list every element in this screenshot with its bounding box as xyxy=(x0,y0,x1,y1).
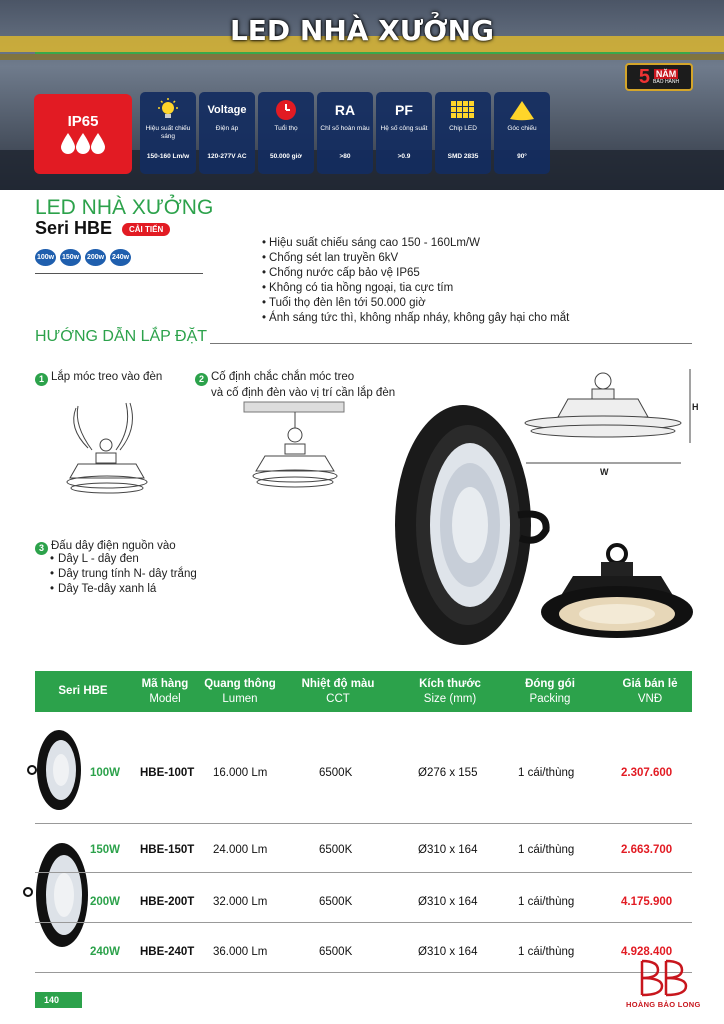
ip-label: IP65 xyxy=(67,112,99,130)
spec-label: Góc chiếu xyxy=(507,125,537,132)
lightbulb-icon xyxy=(155,97,181,123)
spec-value: 90° xyxy=(517,153,527,160)
header-size: Kích thước Size (mm) xyxy=(419,678,481,705)
dimension-drawing xyxy=(518,365,708,480)
page-number: 140 xyxy=(35,992,82,1008)
ufo-highbay-angled-image xyxy=(535,540,695,650)
cell-cct: 6500K xyxy=(319,946,353,958)
ceiling-beam-shadow xyxy=(0,54,724,60)
spec-value: 150-160 Lm/w xyxy=(146,153,190,160)
feature-item: • Tuổi thọ đèn lên tới 50.000 giờ xyxy=(262,296,569,311)
spec-efficiency xyxy=(140,92,196,174)
step-text: Lắp móc treo vào đèn xyxy=(51,371,163,383)
spec-value: 120-277V AC xyxy=(207,153,247,160)
spec-lifetime xyxy=(258,92,314,174)
water-drops-icon xyxy=(58,130,108,156)
improved-badge: CẢI TIẾN xyxy=(122,223,170,236)
cell-cct: 6500K xyxy=(319,767,353,779)
ip65-badge xyxy=(34,94,132,174)
spec-value: 50.000 giờ xyxy=(269,153,303,160)
ceiling-mount-sketch xyxy=(240,398,350,498)
cell-lumen: 24.000 Lm xyxy=(213,844,268,856)
cell-packing: 1 cái/thùng xyxy=(518,767,575,779)
cell-watt: 200W xyxy=(90,896,121,908)
hook-attachment-sketch xyxy=(48,398,168,503)
row-divider xyxy=(35,972,692,973)
cell-cct: 6500K xyxy=(319,844,353,856)
banner-title: LED NHÀ XƯỞNG xyxy=(229,14,495,47)
header-packing: Đóng gói Packing xyxy=(525,678,575,705)
row-divider xyxy=(35,823,692,824)
row-divider xyxy=(35,872,692,873)
feature-item: • Không có tia hồng ngoại, tia cực tím xyxy=(262,281,569,296)
feature-item: • Hiệu suất chiếu sáng cao 150 - 160Lm/W xyxy=(262,236,569,251)
cell-model: HBE-100T xyxy=(140,767,195,779)
cell-cct: 6500K xyxy=(319,896,353,908)
step-number: 3 xyxy=(35,542,48,555)
wire-item: • Dây Te-dây xanh lá xyxy=(50,582,197,597)
header-model: Mã hàng Model xyxy=(141,678,189,705)
watt-chip: 200w xyxy=(85,249,106,266)
product-thumb-150-240w xyxy=(20,840,90,950)
header-series: Seri HBE xyxy=(58,685,108,697)
feature-item: • Ánh sáng tức thì, không nhấp nháy, không gây hại cho mắt xyxy=(262,311,569,326)
wire-item: • Dây trung tính N- dây trắng xyxy=(50,567,197,582)
step-number: 2 xyxy=(195,373,208,386)
header-price: Giá bán lẻ VNĐ xyxy=(622,678,678,705)
step-2 xyxy=(195,370,395,400)
step-1 xyxy=(35,370,162,386)
guide-divider xyxy=(210,343,692,344)
wire-item: • Dây L - dây đen xyxy=(50,552,197,567)
spec-label: Chỉ số hoàn màu xyxy=(320,125,370,132)
cell-packing: 1 cái/thùng xyxy=(518,896,575,908)
watt-chips xyxy=(35,249,131,266)
cell-size: Ø310 x 164 xyxy=(418,844,478,856)
cell-packing: 1 cái/thùng xyxy=(518,844,575,856)
cell-model: HBE-240T xyxy=(140,946,195,958)
step-text: Đấu dây điện nguồn vào xyxy=(51,540,176,552)
header-cct: Nhiệt độ màu CCT xyxy=(301,678,375,705)
cell-model: HBE-150T xyxy=(140,844,195,856)
cell-packing: 1 cái/thùng xyxy=(518,946,575,958)
row-divider xyxy=(35,922,692,923)
cell-lumen: 36.000 Lm xyxy=(213,946,268,958)
spec-value: >0.9 xyxy=(397,153,411,160)
chip-icon xyxy=(450,100,476,120)
feature-list xyxy=(262,236,569,326)
brand-logo-icon xyxy=(636,955,692,999)
watt-chip: 100w xyxy=(35,249,56,266)
product-series: Seri HBE xyxy=(35,218,113,238)
feature-item: • Chống sét lan truyền 6kV xyxy=(262,251,569,266)
watt-chip: 150w xyxy=(60,249,81,266)
spec-label: Hệ số công suất xyxy=(380,125,428,132)
warranty-years-label: NĂM xyxy=(655,69,677,79)
cell-price: 4.928.400 xyxy=(621,946,673,958)
product-thumb-100w xyxy=(25,728,85,813)
spec-chip xyxy=(435,92,491,174)
cell-watt: 150W xyxy=(90,844,121,856)
clock-icon xyxy=(274,98,298,122)
spec-label: Hiệu suất chiếu sáng xyxy=(145,125,191,140)
cell-watt: 100W xyxy=(90,767,121,779)
warranty-label: BẢO HÀNH xyxy=(653,79,680,85)
spec-label: Tuổi thọ xyxy=(274,125,298,132)
cell-price: 2.307.600 xyxy=(621,767,673,779)
cell-lumen: 16.000 Lm xyxy=(213,767,268,779)
beam-angle-icon xyxy=(508,99,536,121)
cell-size: Ø310 x 164 xyxy=(418,946,478,958)
cell-model: HBE-200T xyxy=(140,896,195,908)
spec-label: Điện áp xyxy=(215,125,239,132)
spec-pf xyxy=(376,92,432,174)
guide-title: HƯỚNG DẪN LẮP ĐẶT xyxy=(35,328,208,345)
table-header xyxy=(35,671,692,712)
title-divider xyxy=(35,273,203,274)
step-number: 1 xyxy=(35,373,48,386)
voltage-icon: Voltage xyxy=(207,104,247,116)
watt-chip: 240w xyxy=(110,249,131,266)
header-lumen: Quang thông Lumen xyxy=(204,678,276,705)
warranty-years-number: 5 xyxy=(638,66,650,88)
spec-value: >80 xyxy=(339,153,351,160)
spec-voltage xyxy=(199,92,255,174)
wire-list xyxy=(50,552,197,597)
header-banner xyxy=(0,0,724,190)
banner-rule xyxy=(35,52,690,54)
cell-price: 4.175.900 xyxy=(621,896,673,908)
step-text-line2: và cố định đèn vào vị trí cần lắp đèn xyxy=(211,386,396,399)
pf-icon: PF xyxy=(395,102,413,118)
ra-icon: RA xyxy=(334,102,356,118)
spec-ra xyxy=(317,92,373,174)
spec-beam-angle xyxy=(494,92,550,174)
warranty-badge xyxy=(625,63,693,91)
spec-value: SMD 2835 xyxy=(447,153,479,160)
feature-item: • Chống nước cấp bảo vệ IP65 xyxy=(262,266,569,281)
cell-size: Ø276 x 155 xyxy=(418,767,478,779)
spec-label: Chip LED xyxy=(449,125,477,132)
cell-watt: 240W xyxy=(90,946,121,958)
step-text-line1: Cố định chắc chắn móc treo xyxy=(211,371,355,383)
brand-name: HOÀNG BẢO LONG xyxy=(626,1000,701,1009)
cell-size: Ø310 x 164 xyxy=(418,896,478,908)
cell-lumen: 32.000 Lm xyxy=(213,896,268,908)
dimension-height-label: H xyxy=(692,402,699,412)
dimension-width-label: W xyxy=(600,467,609,477)
cell-price: 2.663.700 xyxy=(621,844,673,856)
product-title: LED NHÀ XƯỞNG xyxy=(35,196,214,219)
